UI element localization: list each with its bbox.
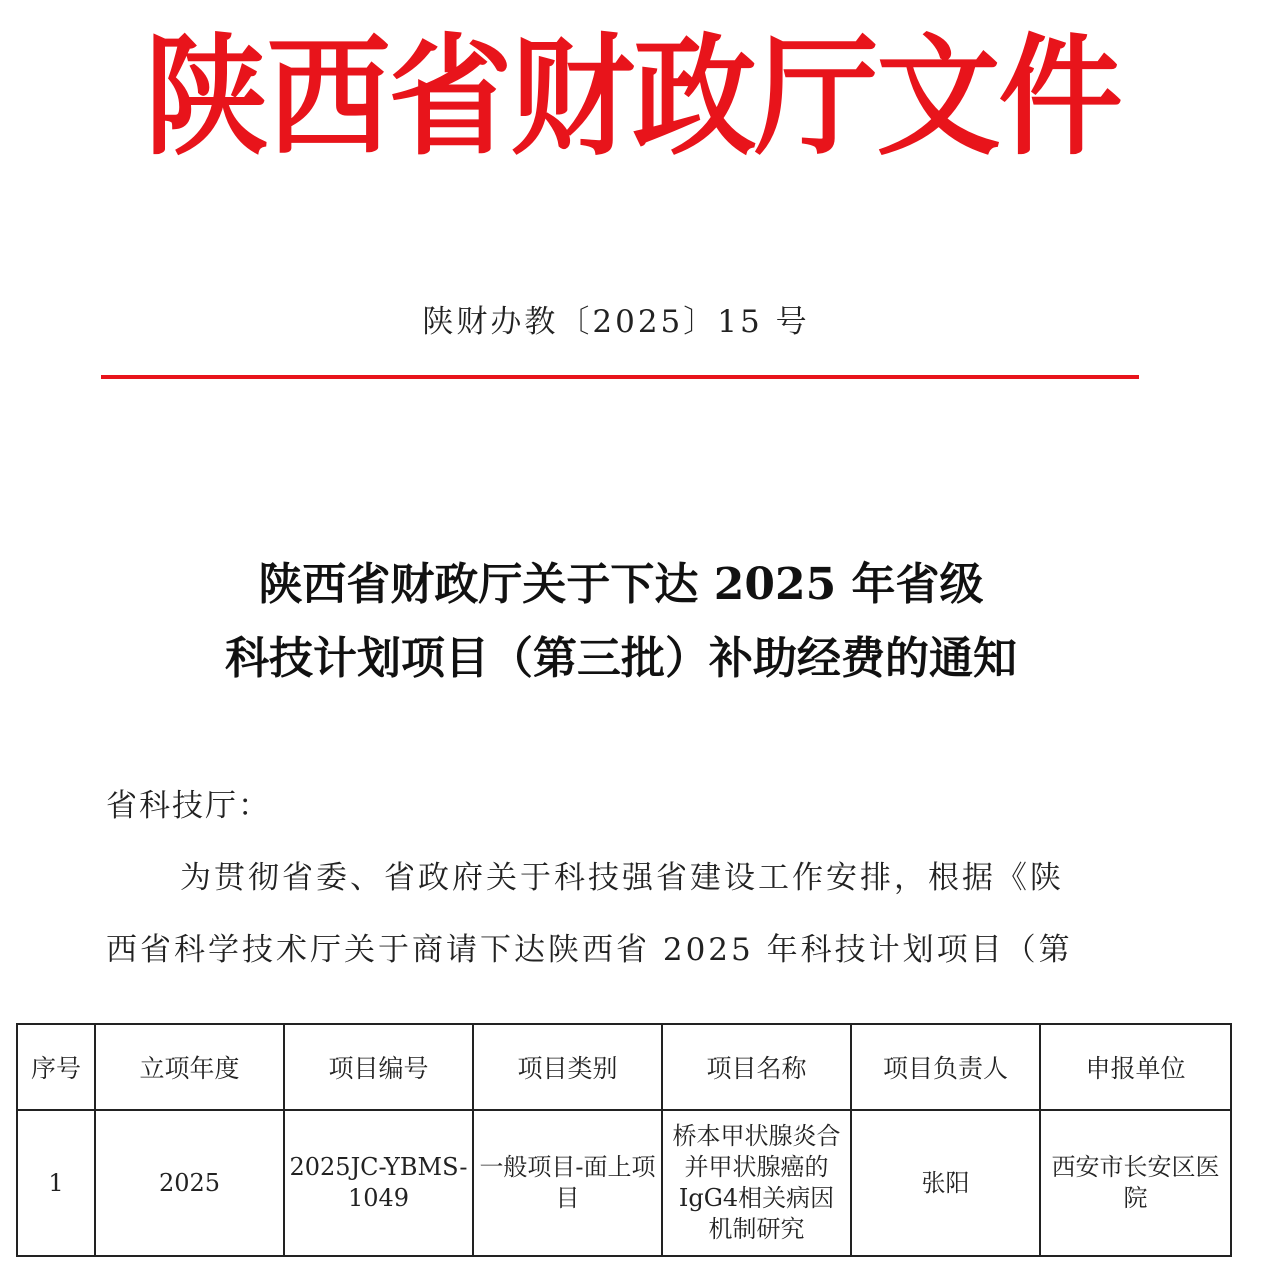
red-divider-line bbox=[101, 375, 1139, 379]
header-category: 项目类别 bbox=[473, 1024, 662, 1110]
table-row bbox=[17, 1110, 1231, 1256]
cell-year: 2025 bbox=[95, 1110, 284, 1256]
header-leader: 项目负责人 bbox=[851, 1024, 1040, 1110]
header-code: 项目编号 bbox=[284, 1024, 473, 1110]
header-year: 立项年度 bbox=[95, 1024, 284, 1110]
document-number: 陕财办教〔2025〕15 号 bbox=[422, 304, 810, 340]
project-table bbox=[16, 1023, 1230, 1257]
body-paragraph-line-2: 西省科学技术厅关于商请下达陕西省 2025 年科技计划项目（第 bbox=[106, 932, 1073, 968]
table-header-row bbox=[17, 1024, 1231, 1110]
body-paragraph-line-1: 为贯彻省委、省政府关于科技强省建设工作安排，根据《陕 bbox=[180, 860, 1064, 896]
recipient: 省科技厅： bbox=[106, 788, 271, 824]
cell-name: 桥本甲状腺炎合并甲状腺癌的IgG4相关病因机制研究 bbox=[662, 1110, 851, 1256]
cell-category: 一般项目-面上项目 bbox=[473, 1110, 662, 1256]
header-index: 序号 bbox=[17, 1024, 95, 1110]
cell-unit: 西安市长安区医院 bbox=[1040, 1110, 1231, 1256]
cell-index: 1 bbox=[17, 1110, 95, 1256]
document-title-line-2: 科技计划项目（第三批）补助经费的通知 bbox=[225, 633, 1017, 684]
cell-code: 2025JC-YBMS-1049 bbox=[284, 1110, 473, 1256]
header-name: 项目名称 bbox=[662, 1024, 851, 1110]
document-masthead: 陕西省财政厅文件 bbox=[144, 21, 1121, 174]
document-title-line-1: 陕西省财政厅关于下达 2025 年省级 bbox=[258, 559, 984, 610]
header-unit: 申报单位 bbox=[1040, 1024, 1231, 1110]
cell-leader: 张阳 bbox=[851, 1110, 1040, 1256]
